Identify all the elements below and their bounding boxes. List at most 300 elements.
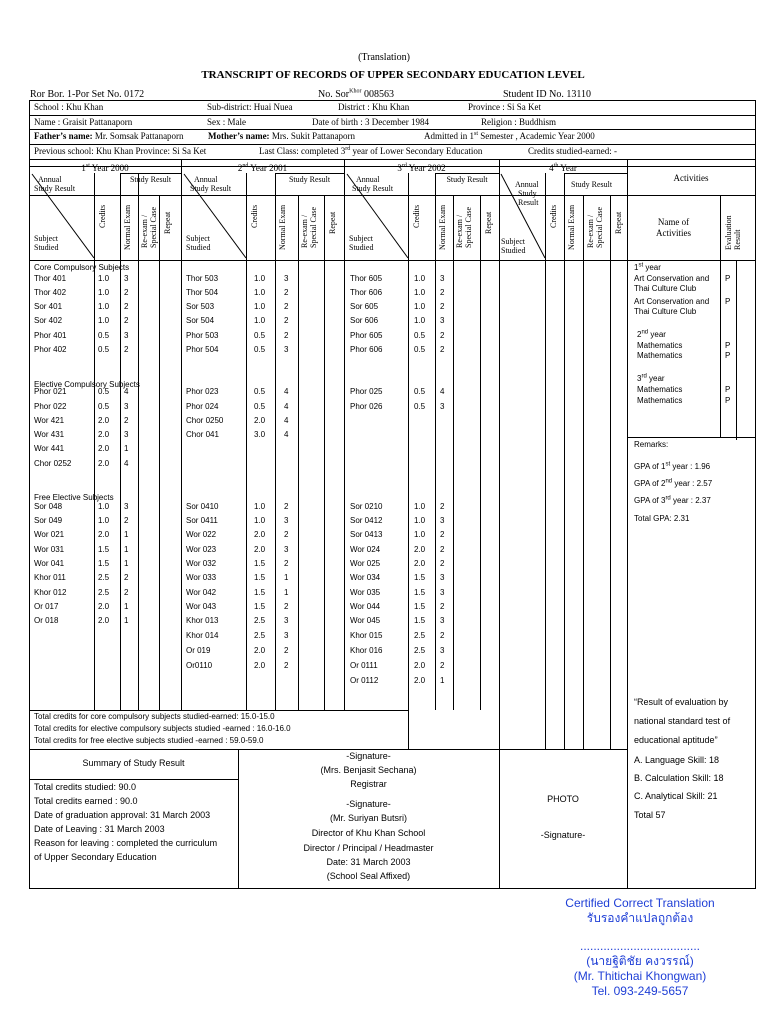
credits-value: 1.5 [254,573,266,582]
subject-code: Chor 041 [186,430,219,439]
subject-code: Wor 033 [186,573,217,582]
registrar-name: (Mrs. Benjasit Sechana) [320,765,417,775]
director-title: Director of Khu Khan School [311,828,426,838]
previous-school-field: Previous school: Khu Khan Province: Si Sa Ket [34,146,207,156]
grade-value: 2 [440,530,445,539]
activities-heading: Activities [673,173,709,183]
grade-value: 2 [284,602,289,611]
total-gpa: Total GPA: 2.31 [634,514,690,523]
subject-code: Wor 025 [350,559,381,568]
credits-value: 0.5 [414,402,426,411]
name-of-activities-1: Name of [657,217,690,227]
subject-code: Khor 015 [350,631,383,640]
subdistrict-field: Sub-district: Huai Nuea [207,102,293,112]
grade-value: 2 [284,331,289,340]
grade-value: 4 [440,387,445,396]
credits-studied-field: Credits studied-earned: - [528,146,617,156]
subject-code: Thor 503 [186,274,219,283]
credits-value: 1.0 [98,502,110,511]
grade-value: 2 [284,646,289,655]
leaving-reason-1: Reason for leaving : completed the curriculum [34,838,218,848]
activity-4-result: P [725,351,731,360]
subject-code: Sor 049 [34,516,63,525]
director-signature: -Signature- [346,799,391,809]
leaving-date: Date of Leaving : 31 March 2003 [34,824,165,834]
school-seal-note: (School Seal Affixed) [326,871,411,881]
activity-5-result: P [725,385,731,394]
y1-credits-head: Credits [98,204,107,228]
sex-field: Sex : Male [207,117,246,127]
subject-code: Chor 0250 [186,416,224,425]
credits-value: 1.0 [98,316,110,325]
subject-code: Sor 0411 [186,516,218,525]
credits-value: 1.0 [254,288,266,297]
grade-value: 3 [440,573,445,582]
signature-dots: .................................... [579,939,701,953]
grade-value: 2 [124,588,129,597]
sor-khor-number: No. Sor$^{Khor}$ 008563 [318,88,394,100]
credits-value: 1.0 [414,274,426,283]
mother-field: Mother’s name: Mrs. Sukit Pattanaporn [208,131,356,141]
credits-value: 2.0 [98,530,110,539]
grade-value: 4 [284,402,289,411]
grade-value: 4 [284,416,289,425]
subject-code: Wor 022 [186,530,217,539]
year-1-heading: 1st Year 2000 [81,163,129,173]
credits-value: 0.5 [254,387,266,396]
credits-value: 0.5 [98,345,110,354]
credits-value: 2.0 [254,416,266,425]
credits-value: 0.5 [414,345,426,354]
credits-value: 0.5 [98,331,110,340]
credits-value: 2.0 [254,530,266,539]
grade-value: 3 [440,516,445,525]
credits-value: 0.5 [98,402,110,411]
grade-value: 2 [124,516,129,525]
y4-result: Result [518,198,539,207]
credits-value: 1.0 [254,516,266,525]
subject-code: Chor 0252 [34,459,72,468]
subject-code: Sor 503 [186,302,215,311]
grade-value: 2 [284,302,289,311]
credits-value: 1.5 [414,602,426,611]
grade-value: 1 [284,573,289,582]
subject-code: Wor 044 [350,602,381,611]
name-of-activities-2: Activities [656,228,691,238]
subject-code: Wor 045 [350,616,381,625]
subject-code: Or 017 [34,602,59,611]
credits-value: 2.5 [414,646,426,655]
activity-1-result: P [725,274,731,283]
subject-code: Sor 0412 [350,516,383,525]
credits-value: 1.0 [414,288,426,297]
credits-value: 2.5 [254,631,266,640]
subject-code: Phor 022 [34,402,67,411]
grade-value: 4 [284,430,289,439]
grade-value: 2 [440,559,445,568]
credits-value: 0.5 [98,387,110,396]
grade-value: 1 [440,676,445,685]
elective-compulsory-heading: Elective Compulsory Subjects [34,380,140,389]
remarks-label: Remarks: [634,440,669,449]
y2-annual: Annual [194,175,218,184]
activity-2-result: P [725,297,731,306]
father-field: Father’s name: Mr. Somsak Pattanaporn [34,131,184,141]
evaluation-note-3: educational aptitude” [634,735,718,745]
grade-value: 3 [440,646,445,655]
credits-value: 2.0 [414,661,426,670]
translator-phone: Tel. 093-249-5657 [591,984,689,998]
grade-value: 2 [284,661,289,670]
credits-value: 2.0 [414,545,426,554]
grade-value: 2 [124,573,129,582]
credits-value: 2.5 [414,631,426,640]
header-diagonals [0,0,768,300]
credits-value: 1.5 [414,573,426,582]
grade-value: 3 [440,616,445,625]
gpa-year-1: GPA of 1st year : 1.96 [634,461,711,471]
subject-code: Or 0111 [350,661,378,670]
y3-annual-study-result: Study Result [352,184,394,193]
y2-reexam-head: Re-exam / Special Case [300,206,318,248]
certified-translation-thai: รับรองคำแปลถูกต้อง [586,911,694,925]
grade-value: 2 [124,345,129,354]
grade-value: 2 [440,345,445,354]
subject-code: Thor 504 [186,288,219,297]
grade-value: 2 [284,530,289,539]
subject-code: Khor 013 [186,616,219,625]
subject-code: Khor 014 [186,631,219,640]
grade-value: 3 [124,430,129,439]
y2-study-result: Study Result [288,175,331,184]
student-id: Student ID No. 13110 [503,89,591,100]
analytical-skill: C. Analytical Skill: 21 [634,791,718,801]
grade-value: 3 [284,545,289,554]
credits-value: 1.5 [414,616,426,625]
student-signature: -Signature- [540,830,586,840]
credits-value: 2.0 [98,616,110,625]
subject-code: Or 018 [34,616,59,625]
grade-value: 3 [284,274,289,283]
subject-code: Wor 031 [34,545,65,554]
grade-value: 2 [284,559,289,568]
activity-year-1: 1st year [634,262,661,272]
credits-value: 0.5 [414,331,426,340]
y1-repeat-head: Repeat [163,211,172,234]
grade-value: 3 [124,331,129,340]
registrar-signature: -Signature- [346,751,391,761]
credits-value: 1.5 [254,588,266,597]
credits-value: 2.0 [254,646,266,655]
y4-subject: Subject [501,237,525,246]
subject-code: Phor 504 [186,345,219,354]
aptitude-total: Total 57 [634,810,666,820]
y4-studied: Studied [501,246,526,255]
grade-value: 2 [440,661,445,670]
subject-code: Sor 0210 [350,502,383,511]
y3-normal-exam-head: Normal Exam [438,204,447,250]
y4-study: Study [518,189,537,198]
credits-value: 1.0 [254,302,266,311]
grade-value: 1 [284,588,289,597]
y4-reexam-head: Re-exam / Special Case [586,206,604,248]
grade-value: 2 [440,331,445,340]
subject-code: Wor 021 [34,530,65,539]
subject-code: Khor 016 [350,646,383,655]
subject-code: Wor 024 [350,545,381,554]
grade-value: 3 [124,502,129,511]
grade-value: 2 [124,302,129,311]
y3-credits-head: Credits [412,204,421,228]
y2-studied: Studied [186,243,211,252]
grade-value: 3 [124,274,129,283]
subject-code: Wor 441 [34,444,65,453]
grade-value: 2 [440,288,445,297]
subject-code: Wor 043 [186,602,217,611]
credits-value: 1.0 [414,530,426,539]
credits-value: 1.5 [98,545,110,554]
subject-code: Wor 034 [350,573,381,582]
credits-value: 1.0 [254,274,266,283]
credits-value: 1.0 [414,516,426,525]
y3-studied: Studied [349,243,374,252]
grade-value: 1 [124,602,129,611]
evaluation-result-head: Evaluation Result [724,215,742,250]
grade-value: 3 [284,616,289,625]
credits-value: 1.0 [414,502,426,511]
subject-code: Phor 606 [350,345,383,354]
grade-value: 3 [284,345,289,354]
grade-value: 2 [440,545,445,554]
year-2-heading: 2nd Year 2001 [237,163,288,173]
gpa-year-2: GPA of 2nd year : 2.57 [634,478,713,488]
language-skill: A. Language Skill: 18 [634,755,720,765]
y1-subject: Subject [34,234,58,243]
translator-name-thai: (นายฐิติชัย คงวรรณ์) [586,954,694,968]
activity-1-line-1: Art Conservation and [634,274,710,283]
translation-note: (Translation) [358,52,410,63]
certified-translation: Certified Correct Translation [565,896,715,910]
director-roles: Director / Principal / Headmaster [303,843,434,853]
y4-credits-head: Credits [549,204,558,228]
subject-code: Sor 606 [350,316,379,325]
grade-value: 2 [284,502,289,511]
credits-value: 1.0 [98,516,110,525]
y1-normal-exam-head: Normal Exam [123,204,132,250]
credits-value: 0.5 [254,331,266,340]
document-title: TRANSCRIPT OF RECORDS OF UPPER SECONDARY EDUCATION LEVEL [201,69,585,81]
credits-value: 2.0 [254,545,266,554]
credits-value: 1.5 [254,559,266,568]
subject-code: Phor 402 [34,345,67,354]
registrar-title: Registrar [350,779,387,789]
credits-value: 3.0 [254,430,266,439]
dob-field: Date of birth : 3 December 1984 [312,117,429,127]
subject-code: Thor 606 [350,288,383,297]
grade-value: 1 [124,444,129,453]
grade-value: 3 [284,631,289,640]
year-4-heading: 4th Year [549,163,577,173]
grade-value: 1 [124,616,129,625]
credits-value: 1.0 [254,502,266,511]
credits-value: 1.0 [414,302,426,311]
free-elective-heading: Free Elective Subjects [34,493,114,502]
subject-code: Phor 401 [34,331,67,340]
y4-repeat-head: Repeat [614,211,623,234]
grade-value: 4 [124,459,129,468]
credits-value: 1.0 [98,302,110,311]
y1-studied: Studied [34,243,59,252]
credits-value: 0.5 [254,402,266,411]
summary-title: Summary of Study Result [82,758,185,768]
signature-date: Date: 31 March 2003 [326,857,411,867]
credits-value: 1.0 [98,274,110,283]
subject-code: Phor 025 [350,387,383,396]
graduation-date: Date of graduation approval: 31 March 2003 [34,810,211,820]
subject-code: Thor 402 [34,288,67,297]
subject-code: Khor 011 [34,573,66,582]
activity-2-line-2: Thai Culture Club [634,307,697,316]
evaluation-note-1: “Result of evaluation by [634,697,729,707]
credits-value: 1.0 [98,288,110,297]
y4-annual: Annual [515,180,539,189]
subject-code: Khor 012 [34,588,67,597]
grade-value: 4 [124,387,129,396]
subject-code: Phor 026 [350,402,383,411]
credits-value: 1.5 [98,559,110,568]
y4-normal-exam-head: Normal Exam [567,204,576,250]
total-free-credits: Total credits for free elective subjects studied -earned : 59.0-59.0 [34,736,264,745]
photo-placeholder: PHOTO [547,794,579,804]
y1-reexam-head: Re-exam / Special Case [140,206,158,248]
year-3-heading: 3rd Year 2002 [397,163,446,173]
activity-3-result: P [725,341,731,350]
total-credits-earned: Total credits earned : 90.0 [34,796,138,806]
school-field: School : Khu Khan [34,102,104,112]
y3-reexam-head: Re-exam / Special Case [455,206,473,248]
calculation-skill: B. Calculation Skill: 18 [634,773,724,783]
subject-code: Phor 023 [186,387,219,396]
grade-value: 3 [124,402,129,411]
subject-code: Or 019 [186,646,211,655]
grade-value: 1 [124,530,129,539]
last-class-field: Last Class: completed 3rd year of Lower Secondary Education [259,146,483,156]
credits-value: 1.0 [254,316,266,325]
subject-code: Sor 401 [34,302,63,311]
credits-value: 1.5 [254,602,266,611]
grade-value: 1 [124,559,129,568]
y3-subject: Subject [349,234,373,243]
name-field: Name : Graisit Pattanaporn [34,117,133,127]
leaving-reason-2: of Upper Secondary Education [34,852,157,862]
credits-value: 2.0 [254,661,266,670]
grade-value: 2 [124,316,129,325]
y2-subject: Subject [186,234,210,243]
grade-value: 2 [440,631,445,640]
activity-year-2: 2nd year [637,329,666,339]
credits-value: 2.0 [414,676,426,685]
y2-normal-exam-head: Normal Exam [278,204,287,250]
credits-value: 1.0 [414,316,426,325]
subject-code: Wor 023 [186,545,217,554]
credits-value: 2.0 [98,430,110,439]
director-name: (Mr. Suriyan Butsri) [329,813,407,823]
activity-6: Mathematics [637,396,683,405]
grade-value: 3 [284,516,289,525]
core-compulsory-heading: Core Compulsory Subjects [34,263,130,272]
subject-code: Phor 503 [186,331,219,340]
set-number: Ror Bor. 1-Por Set No. 0172 [30,89,145,100]
activity-3: Mathematics [637,341,683,350]
credits-value: 2.5 [254,616,266,625]
activity-4: Mathematics [637,351,683,360]
y4-study-result: Study Result [571,180,613,189]
subject-code: Sor 402 [34,316,63,325]
evaluation-note-2: national standard test of [634,716,731,726]
province-field: Province : Si Sa Ket [468,102,541,112]
subject-code: Or0110 [186,661,213,670]
grade-value: 2 [284,288,289,297]
subject-code: Wor 042 [186,588,217,597]
grade-value: 3 [440,274,445,283]
total-elective-credits: Total credits for elective compulsory subjects studied -earned : 16.0-16.0 [34,724,291,733]
y3-study-result: Study Result [446,175,488,184]
grade-value: 3 [440,402,445,411]
grade-value: 4 [284,387,289,396]
credits-value: 0.5 [414,387,426,396]
subject-code: Thor 605 [350,274,383,283]
credits-value: 2.0 [98,459,110,468]
grade-value: 2 [440,302,445,311]
translator-name: (Mr. Thitichai Khongwan) [573,969,707,983]
subject-code: Sor 0413 [350,530,383,539]
activity-2-line-1: Art Conservation and [634,297,710,306]
grade-value: 2 [124,416,129,425]
subject-code: Wor 032 [186,559,217,568]
y3-repeat-head: Repeat [484,211,493,234]
grade-value: 1 [124,545,129,554]
subject-code: Or 0112 [350,676,379,685]
grade-value: 2 [440,502,445,511]
subject-code: Wor 035 [350,588,381,597]
subject-code: Phor 024 [186,402,219,411]
subject-code: Sor 605 [350,302,379,311]
activity-6-result: P [725,396,731,405]
gpa-year-3: GPA of 3rd year : 2.37 [634,495,711,505]
credits-value: 2.0 [414,559,426,568]
credits-value: 0.5 [254,345,266,354]
credits-value: 2.0 [98,416,110,425]
activity-year-3: 3rd year [637,373,665,383]
credits-value: 1.5 [414,588,426,597]
grade-value: 3 [440,316,445,325]
subject-code: Wor 421 [34,416,65,425]
y1-annual: Annual [38,175,62,184]
grade-value: 2 [440,602,445,611]
y1-study-result: Study Result [129,175,172,184]
subject-code: Wor 431 [34,430,65,439]
credits-value: 2.0 [98,602,110,611]
subject-code: Sor 504 [186,316,215,325]
activity-5: Mathematics [637,385,683,394]
subject-code: Sor 048 [34,502,63,511]
credits-value: 2.5 [98,588,110,597]
y1-annual-study-result: Study Result [34,184,76,193]
total-credits-studied: Total credits studied: 90.0 [34,782,137,792]
subject-code: Wor 041 [34,559,65,568]
subject-code: Phor 605 [350,331,383,340]
y2-credits-head: Credits [250,204,259,228]
